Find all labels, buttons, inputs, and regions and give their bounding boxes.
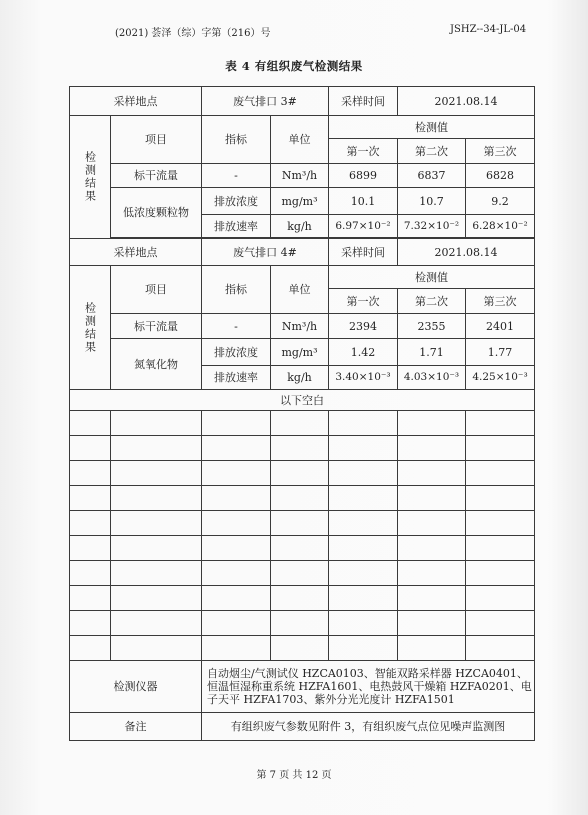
block1-site: 废气排口 3#	[202, 87, 329, 116]
run-first: 第一次	[329, 289, 398, 314]
block2-header-row	[70, 266, 535, 289]
flow-indicator: -	[202, 314, 271, 339]
detected-value-header: 检测值	[329, 116, 535, 139]
indicator-header: 指标	[202, 116, 271, 164]
run-second: 第二次	[398, 289, 466, 314]
rate-value: 4.03×10⁻³	[398, 366, 466, 390]
indicator-header: 指标	[202, 266, 271, 314]
empty-row	[70, 461, 535, 486]
block1-conc-row	[70, 188, 535, 215]
empty-row	[70, 586, 535, 611]
sampling-time-label: 采样时间	[329, 87, 398, 116]
instruments-row	[70, 661, 535, 713]
run-third: 第三次	[466, 289, 535, 314]
block1-site-row	[70, 87, 535, 116]
rate-indicator: 排放速率	[202, 215, 271, 238]
conc-value: 1.77	[466, 339, 535, 366]
conc-value: 10.1	[329, 188, 398, 215]
pollutant-name: 低浓度颗粒物	[111, 188, 202, 238]
detection-result-text: 检测结果	[83, 301, 97, 354]
remarks-label: 备注	[70, 713, 202, 741]
blank-below-label: 以下空白	[70, 390, 535, 411]
doc-number: (2021) 荟泽（综）字第（216）号	[115, 28, 271, 39]
rate-indicator: 排放速率	[202, 366, 271, 390]
flow-indicator: -	[202, 164, 271, 188]
run-first: 第一次	[329, 139, 398, 164]
detection-result-label	[70, 116, 111, 239]
block2-date: 2021.08.14	[398, 239, 535, 266]
item-header: 项目	[111, 266, 202, 314]
flow-value: 2394	[329, 314, 398, 339]
sampling-site-label: 采样地点	[70, 87, 202, 116]
conc-value: 1.71	[398, 339, 466, 366]
page-footer: 第 7 页 共 12 页	[256, 770, 332, 781]
table-title: 表 4 有组织废气检测结果	[225, 59, 363, 73]
detection-result-text: 检测结果	[83, 151, 97, 203]
unit-header: 单位	[271, 266, 329, 314]
flow-value: 6837	[398, 164, 466, 188]
flow-unit: Nm³/h	[271, 314, 329, 339]
rate-value: 7.32×10⁻²	[398, 215, 466, 238]
conc-indicator: 排放浓度	[202, 188, 271, 215]
rate-value: 4.25×10⁻³	[466, 366, 535, 390]
run-second: 第二次	[398, 139, 466, 164]
conc-value: 9.2	[466, 188, 535, 215]
unit-header: 单位	[271, 116, 329, 164]
block1-flow-row	[70, 164, 535, 188]
detected-value-header: 检测值	[329, 266, 535, 289]
sampling-site-label: 采样地点	[70, 239, 202, 266]
pollutant-name: 氮氧化物	[111, 339, 202, 390]
doc-code: JSHZ--34-JL-04	[450, 24, 527, 35]
rate-value: 6.28×10⁻²	[466, 215, 535, 238]
detection-result-label	[70, 266, 111, 390]
conc-indicator: 排放浓度	[202, 339, 271, 366]
item-header: 项目	[111, 116, 202, 164]
empty-row	[70, 511, 535, 536]
rate-value: 3.40×10⁻³	[329, 366, 398, 390]
sampling-time-label: 采样时间	[329, 239, 398, 266]
empty-row	[70, 486, 535, 511]
blank-marker-row	[70, 390, 535, 411]
flow-unit: Nm³/h	[271, 164, 329, 188]
empty-row	[70, 436, 535, 461]
rate-value: 6.97×10⁻²	[329, 215, 398, 238]
flow-value: 2355	[398, 314, 466, 339]
empty-row	[70, 561, 535, 586]
remarks-row	[70, 713, 535, 741]
rate-unit: kg/h	[271, 215, 329, 238]
empty-row	[70, 536, 535, 561]
flow-value: 6828	[466, 164, 535, 188]
flow-value: 6899	[329, 164, 398, 188]
conc-value: 10.7	[398, 188, 466, 215]
block1-header-row	[70, 116, 535, 139]
empty-row	[70, 411, 535, 436]
run-third: 第三次	[466, 139, 535, 164]
flow-item: 标干流量	[111, 164, 202, 188]
rate-unit: kg/h	[271, 366, 329, 390]
block2-site: 废气排口 4#	[202, 239, 329, 266]
flow-value: 2401	[466, 314, 535, 339]
instruments-text: 自动烟尘/气测试仪 HZCA0103、智能双路采样器 HZCA0401、恒温恒湿称重系统 HZFA1601、电热鼓风干燥箱 HZFA0201、电子天平 HZFA1703、紫外分光光度计 HZFA1501	[202, 661, 535, 713]
results-table	[69, 86, 535, 741]
block2-conc-row	[70, 339, 535, 366]
empty-row	[70, 636, 535, 661]
empty-row	[70, 611, 535, 636]
block1-date: 2021.08.14	[398, 87, 535, 116]
conc-unit: mg/m³	[271, 188, 329, 215]
conc-value: 1.42	[329, 339, 398, 366]
block2-flow-row	[70, 314, 535, 339]
flow-item: 标干流量	[111, 314, 202, 339]
remarks-text: 有组织废气参数见附件 3，有组织废气点位见噪声监测图	[202, 713, 535, 741]
conc-unit: mg/m³	[271, 339, 329, 366]
block2-site-row	[70, 239, 535, 266]
instruments-label: 检测仪器	[70, 661, 202, 713]
